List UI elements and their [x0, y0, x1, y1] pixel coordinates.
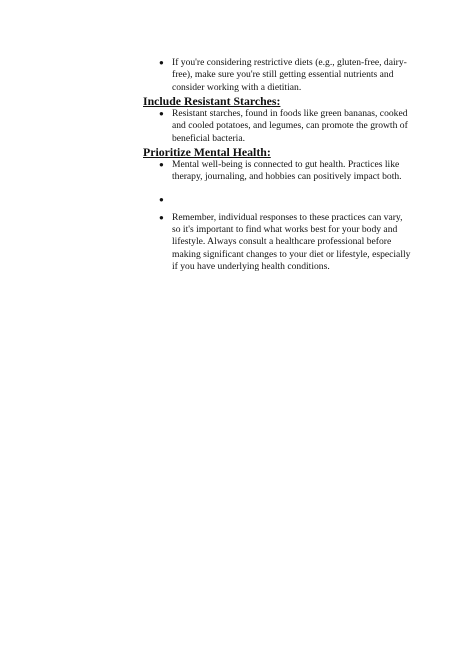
bullet-dot-icon: ●	[159, 109, 164, 118]
section-mental-health	[143, 146, 413, 273]
list-item	[143, 212, 413, 273]
list-item	[143, 108, 413, 145]
list-item	[143, 159, 413, 184]
bullet-dot-icon: ●	[159, 212, 164, 222]
top-bullet-block	[143, 57, 413, 94]
list-item	[143, 57, 413, 94]
list-item-text: Resistant starches, found in foods like green bananas, cooked and cooled potatoes, and legumes, can promote the growth of beneficial bacteria.	[172, 108, 408, 144]
list-item-text: Mental well-being is connected to gut health. Practices like therapy, journaling, and hobbies can positively impact both.	[172, 159, 402, 183]
section-heading: Include Resistant Starches:	[143, 94, 281, 108]
list-item	[143, 194, 413, 206]
section-resistant-starches	[143, 95, 413, 145]
section-heading: Prioritize Mental Health:	[143, 145, 271, 159]
list-item-text: Remember, individual responses to these practices can vary, so it's important to find what works best for your body and lifestyle. Always consult a healthcare professional before making significant changes to your diet or lifestyle, especially if you have underlying health conditions.	[172, 211, 411, 273]
bullet-dot-icon: ●	[159, 160, 164, 169]
bullet-dot-icon: ●	[159, 58, 164, 67]
bullet-list	[143, 108, 413, 145]
bullet-list	[143, 159, 413, 273]
bullet-dot-icon: ●	[159, 194, 164, 204]
list-item-text: If you're considering restrictive diets (e.g., gluten-free, dairy-free), make sure you're still getting essential nutrients and consider working with a dietitian.	[172, 57, 407, 93]
bullet-list	[143, 57, 413, 94]
